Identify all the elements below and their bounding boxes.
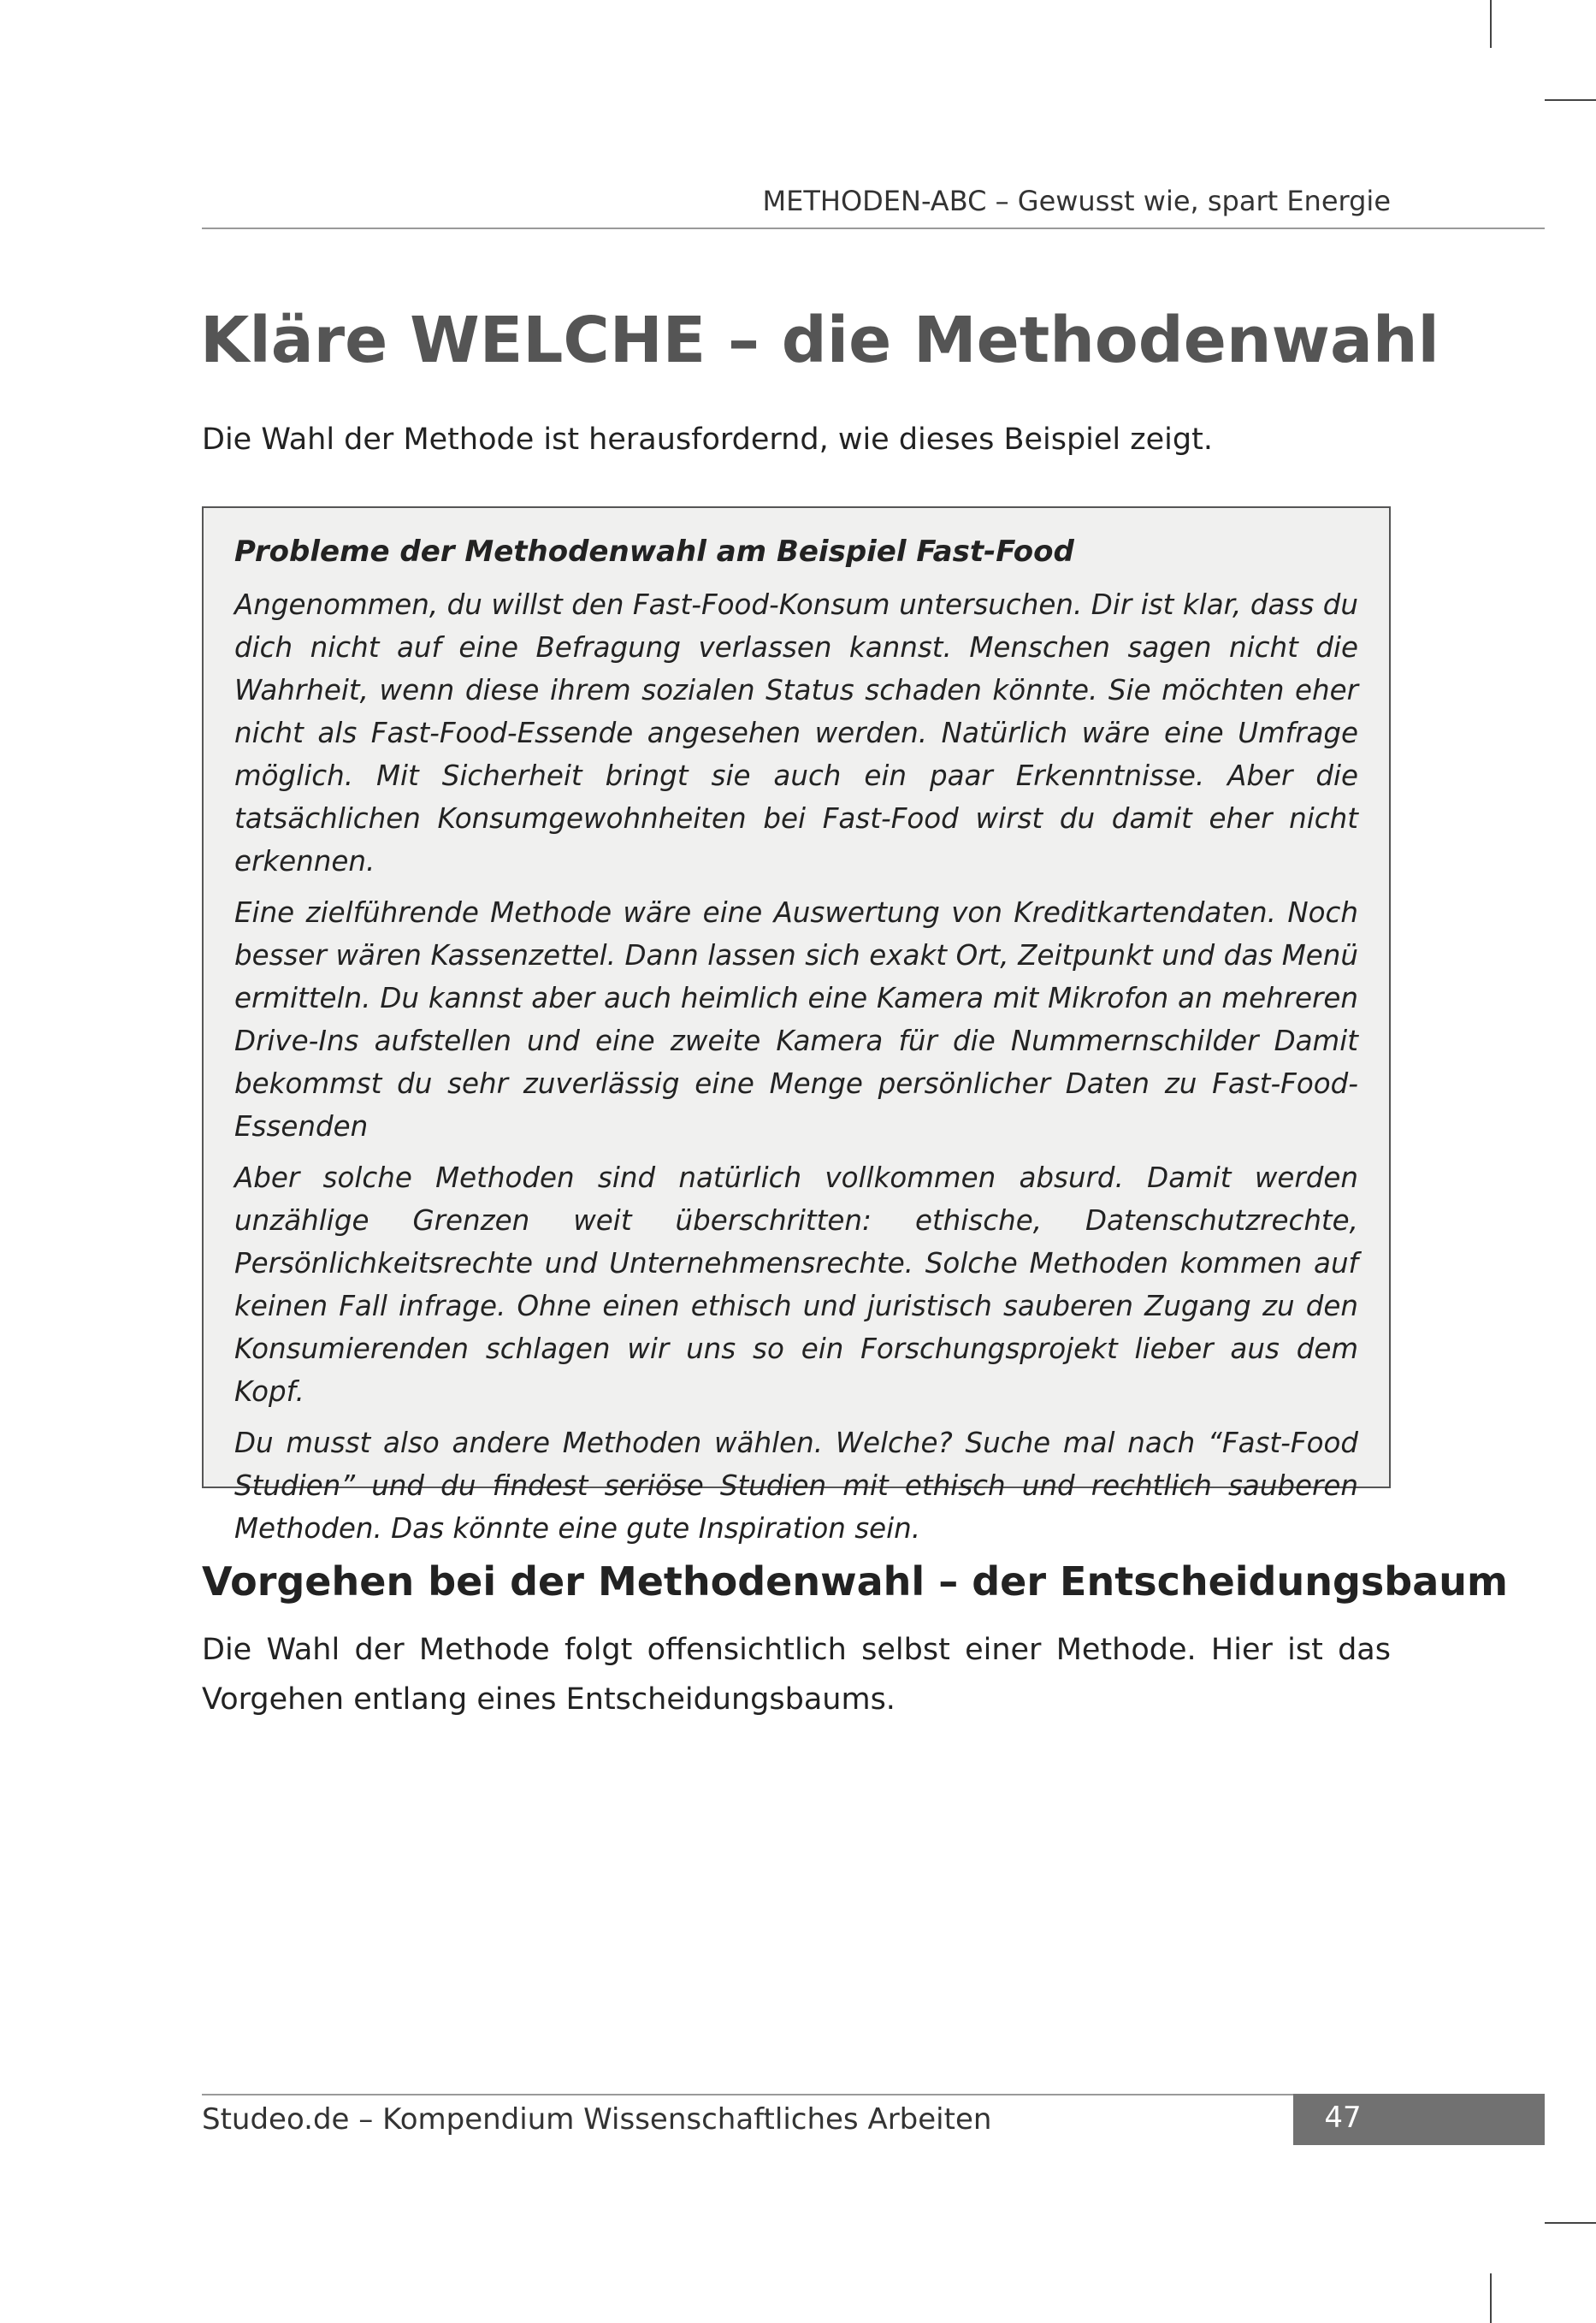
page-number-box [1293, 2094, 1545, 2145]
example-paragraph: Du musst also andere Methoden wählen. Welche? Suche mal nach “Fast-Food Studien” und du findest seriöse Studien mit ethisch und rechtlich sauberen Methoden. Das könnte eine gute Inspiration sein. [234, 1427, 1358, 1545]
example-box [202, 506, 1391, 1545]
crop-mark-top-horizontal [1545, 99, 1596, 101]
header-rule [202, 228, 1545, 229]
crop-mark-top-vertical [1490, 0, 1492, 48]
section-heading: Vorgehen bei der Methodenwahl – der Entscheidungsbaum [202, 1558, 1508, 1605]
page-number: 47 [1324, 2101, 1362, 2135]
example-box-title: Probleme der Methodenwahl am Beispiel Fast-Food [234, 535, 1074, 569]
running-header: METHODEN-ABC – Gewusst wie, spart Energie [762, 185, 1391, 217]
crop-mark-bottom-horizontal [1545, 2222, 1596, 2224]
footer-text: Studeo.de – Kompendium Wissenschaftliches Arbeiten [202, 2102, 992, 2137]
crop-mark-bottom-vertical [1490, 2273, 1492, 2323]
example-paragraph: Angenommen, du willst den Fast-Food-Konsum untersuchen. Dir ist klar, dass du dich nicht auf eine Befragung verlassen kannst. Menschen sagen nicht die Wahrheit, wenn diese ihrem sozialen Status schaden könnte. Sie möchten eher nicht als Fast-Food-Essende angesehen werden. Natürlich wäre eine Umfrage möglich. Mit Sicherheit bringt sie auch ein paar Erkenntnisse. Aber die tatsächlichen Konsumgewohnheiten bei Fast-Food wirst du damit eher nicht erkennen. [234, 588, 1358, 878]
section-body: Die Wahl der Methode folgt offensichtlich selbst einer Methode. Hier ist das Vorgehen entlang eines Entscheidungsbaums. [202, 1633, 1391, 1717]
intro-text: Die Wahl der Methode ist herausfordernd, wie dieses Beispiel zeigt. [202, 423, 1213, 457]
example-paragraph: Eine zielführende Methode wäre eine Auswertung von Kreditkartendaten. Noch besser wären Kassenzettel. Dann lassen sich exakt Ort, Zeitpunkt und das Menü ermitteln. Du kannst aber auch heimlich eine Kamera mit Mikrofon an mehreren Drive-Ins aufstellen und eine zweite Kamera für die Nummernschilder Damit bekommst du sehr zuverlässig eine Menge persönlicher Daten zu Fast-Food-Essenden [234, 896, 1358, 1143]
page-title: Kläre WELCHE – die Methodenwahl [200, 304, 1439, 377]
example-paragraph: Aber solche Methoden sind natürlich vollkommen absurd. Damit werden unzählige Grenzen weit überschritten: ethische, Datenschutzrechte, Persönlichkeitsrechte und Unternehmensrechte. Solche Methoden kommen auf keinen Fall infrage. Ohne einen ethisch und juristisch sauberen Zugang zu den Konsumierenden schlagen wir uns so ein Forschungsprojekt lieber aus dem Kopf. [234, 1162, 1358, 1408]
